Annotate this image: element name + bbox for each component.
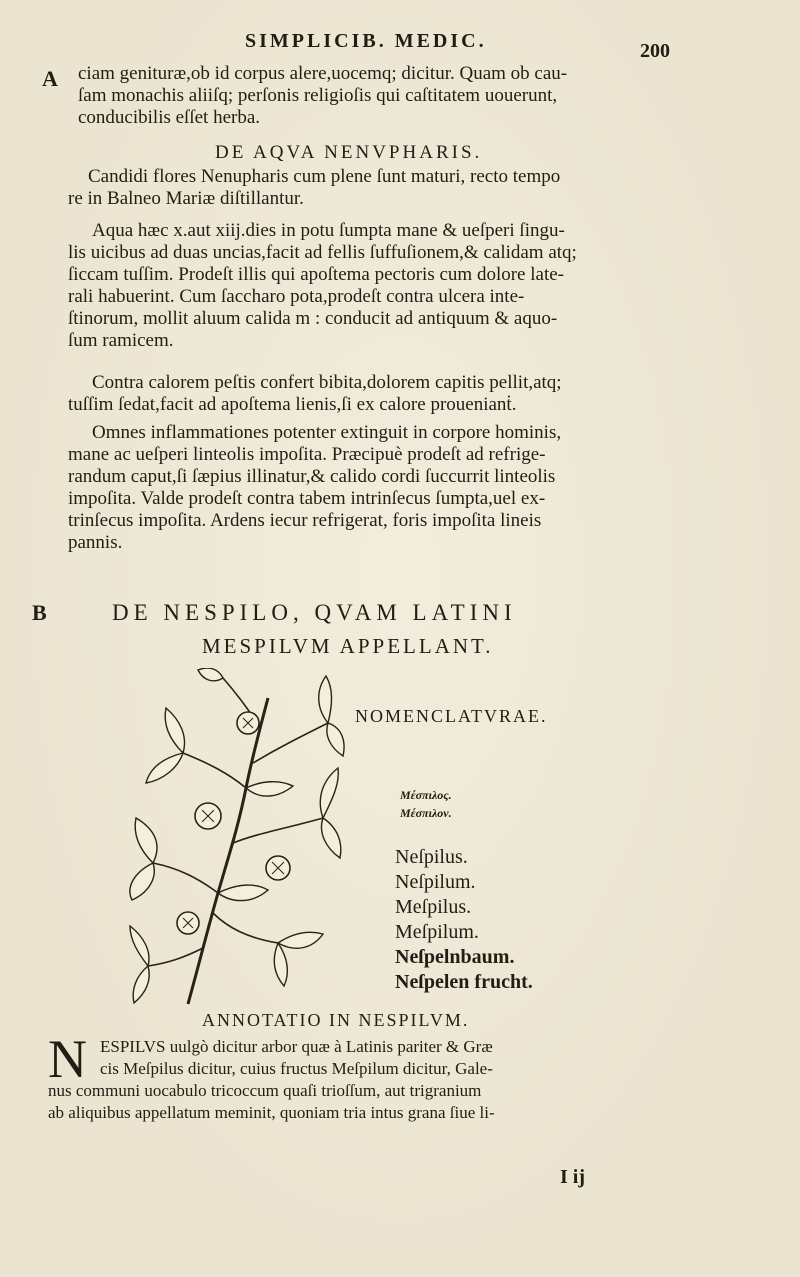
top-paragraph [78, 63, 718, 129]
text-line: Omnes inflammationes potenter extinguit in corpore hominis, [92, 422, 562, 443]
text-line: conducibilis eſſet herba. [78, 107, 261, 128]
text-line: nus communi uocabulo tricoccum quaſi trioſſum, aut trigranium [48, 1081, 482, 1100]
text-line: trinſecus impoſita. Ardens iecur refrigerat, foris impoſita lineis [68, 510, 542, 531]
text-line: ciam genituræ,ob id corpus alere,uocemq; dicitur. Quam ob cau- [78, 63, 568, 84]
text-line: ſiccam tuſſim. Prodeſt illis qui apoſtema pectoris cum dolore late- [68, 264, 564, 285]
nomenclature-heading: NOMENCLATVRAE. [355, 706, 548, 726]
medlar-plant-woodcut [128, 668, 346, 1006]
text-line: re in Balneo Mariæ diſtillantur. [68, 188, 304, 209]
signature-mark: I ij [560, 1166, 585, 1188]
paragraph-dosage [68, 220, 708, 352]
paragraph-distillation [68, 166, 708, 210]
drop-cap: N [48, 1029, 87, 1089]
text-line: randum caput,ſi ſæpius illinatur,& calido cordi ſuccurrit linteolis [68, 466, 556, 487]
text-line: Candidi flores Nenupharis cum plene ſunt maturi, recto tempo [88, 166, 561, 187]
running-head: SIMPLICIB. MEDIC. [245, 30, 487, 52]
text-line: Contra calorem peſtis confert bibita,dolorem capitis pellit,atq; [92, 372, 562, 393]
text-line: Aqua hæc x.aut xiij.dies in potu ſumpta mane & ueſperi ſingu- [92, 220, 565, 241]
text-line: rali habuerint. Cum ſaccharo pota,prodeſt contra ulcera inte- [68, 286, 525, 307]
greek-name-neuter: Μέσπιλον. [400, 806, 452, 820]
latin-name: Meſpilus. [395, 896, 472, 918]
text-line: tuſſim ſedat,facit ad apoſtema lienis,ſi ex calore prouenianṫ. [68, 394, 517, 415]
latin-name: Meſpilum. [395, 921, 479, 943]
nomenclature-list [395, 845, 533, 995]
text-line: mane ac ueſperi linteolis impoſita. Præcipuè prodeſt ad refrige- [68, 444, 546, 465]
section-subtitle-mespilum: MESPILVM APPELLANT. [202, 634, 494, 658]
section-title-nespilo: DE NESPILO, QVAM LATINI [112, 600, 517, 625]
section-heading-aqua-nenupharis: DE AQVA NENVPHARIS. [215, 142, 483, 163]
text-line: lis uicibus ad duas uncias,facit ad fellis ſuffuſionem,& calidam atq; [68, 242, 577, 263]
margin-marker-b: B [32, 600, 47, 625]
paragraph-pestis [68, 372, 708, 416]
text-line: pannis. [68, 532, 123, 553]
latin-name: Neſpilus. [395, 846, 468, 868]
annotation-first-lines [100, 1036, 493, 1080]
annotation-heading: ANNOTATIO IN NESPILVM. [202, 1010, 470, 1030]
annotation-continued [48, 1080, 495, 1124]
text-line: ab aliquibus appellatum meminit, quoniam tria intus grana ſiue li- [48, 1103, 495, 1122]
greek-name-masculine: Μέσπιλος. [400, 788, 452, 802]
margin-marker-a: A [42, 66, 58, 91]
text-line: ſum ramicem. [68, 330, 174, 351]
latin-name: Neſpilum. [395, 871, 476, 893]
german-name: Neſpelnbaum. [395, 946, 515, 968]
text-line: impoſita. Valde prodeſt contra tabem intrinſecus ſumpta,uel ex- [68, 488, 546, 509]
text-line: ESPILVS uulgò dicitur arbor quæ à Latinis pariter & Græ [100, 1037, 493, 1056]
text-line: ſtinorum, mollit aluum calida m : conducit ad antiquum & aquo- [68, 308, 558, 329]
text-line: ſam monachis aliiſq; perſonis religioſis qui caſtitatem uouerunt, [78, 85, 558, 106]
german-name: Neſpelen frucht. [395, 971, 533, 993]
paragraph-inflammationes [68, 422, 708, 554]
text-line: cis Meſpilus dicitur, cuius fructus Meſpilum dicitur, Gale- [100, 1059, 493, 1078]
page-number: 200 [640, 40, 670, 62]
